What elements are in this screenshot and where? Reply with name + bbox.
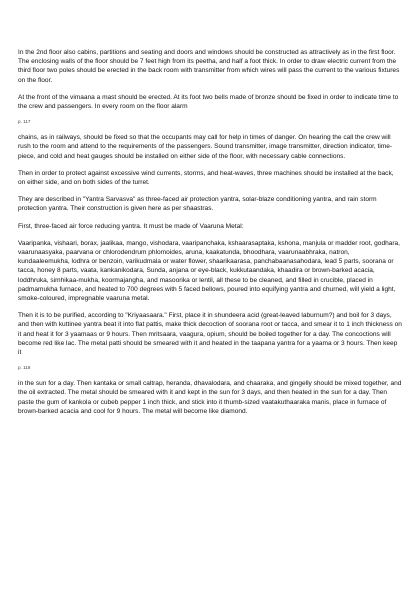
paragraph-purification: Then it is to be purified, according to "Kriyaasaara." First, place it in shundeera acid (great-leaved laburnum?) and boil for 3 days, and then with kuttinee yantra beat it into flat pattis, make thick decoction of soorana root or tacca, and smear it to 1 inch thickness on it and heat it for 3 yaamaas or 9 hours. Then mritsaara, vaagura, opium, should be boiled together for a day. The concoctions will become red like lac. The metal patti should be smeared with it and heated in the taapana yantra for a yaama or 3 hours. Then keep it [18,312,402,357]
paragraph-yantra-sarvasva: They are described in "Yantra Sarvasva" as three-faced air protection yantra, solar-blaze conditioning yantra, and rain storm protection yantra. Their construction is given here as per shaastras. [18,196,377,213]
page-marker-117: p. 117 [18,119,31,125]
paragraph-vaaruna-ingredients: Vaaripanka, vishaari, borax, jaalikaa, mango, vishodara, vaaripanchaka, kshaarasaptaka, kshona, manjula or madder root, godhara, vaarunaasyaka, paarvana or chlorodendrum phlomoides, aruna, kaakatunda, bhoodhara, vaarunaabhraka, natron, kundaaleemukha, lodhra or benzoin, varikudmala or water flower, shaarikaarasa, panchabaanasahodara, lead 5 parts, soorana or tacca, honey 8 parts, vaata, kankanikodara, Sunda, anjana or eye-black, kukkutaandaka, khaadira or brown-barked acacia, loddhruka, simhikaa-mukha, koormajangha, and masoorika or lentil, all these to be cleaned, and filled in crucible, placed in padmamukha furnace, and heated to 700 degrees with 5 faced bellows, poured into equifying yantra and churned, will yield a light, smoke-coloured, impregnable vaaruna metal. [18,239,401,303]
paragraph-second-floor: In the 2nd floor also cabins, partitions and seating and doors and windows should be constructed as attractively as in the first floor. The enclosing walls of the floor should be 7 feet high from its peetha, and half a foot thick. In order to draw electric current from the third floor two poles should be erected in the back room with transmitter from which wires will pass the current to the various fixtures on the floor. [18,49,400,84]
document-page [18,48,402,424]
paragraph-air-force-yantra: First, three-faced air force reducing yantra. It must be made of Vaaruna Metal: [18,222,244,230]
paragraph-sun-treatment: in the sun for a day. Then kantaka or small caltrap, heranda, dhavalodara, and chaaraka, and gingelly should be mixed together, and the oil extracted. The metal should be smeared with it and kept in the sun for 3 days, and then heated in the sun for a day. Then paste the gum of kankola or cubeb pepper 1 inch thick, and stick into it thumb-sized vaatakuthaaraka manis, place in furnace of brown-barked acacia and cool for 9 hours. The metal will become like diamond. [18,380,402,415]
paragraph-alarm-chains: chains, as in railways, should be fixed so that the occupants may call for help in times of danger. On hearing the call the crew will rush to the room and attend to the requirements of the passengers. Sound transmitter, image transmitter, direction indicator, time-piece, and cold and heat gauges should be installed on either side of the floor, with necessary cable connections. [18,134,393,160]
page-marker-118: p. 118 [18,365,31,371]
paragraph-protection-machines: Then in order to protect against excessive wind currents, storms, and heat-waves, three machines should be installed at the back, on either side, and on both sides of the turret. [18,169,394,187]
paragraph-mast-bells: At the front of the vimaana a mast should be erected. At its foot two bells made of bronze should be fixed in order to indicate time to the crew and passengers. In every room on the floor alarm [18,93,399,111]
